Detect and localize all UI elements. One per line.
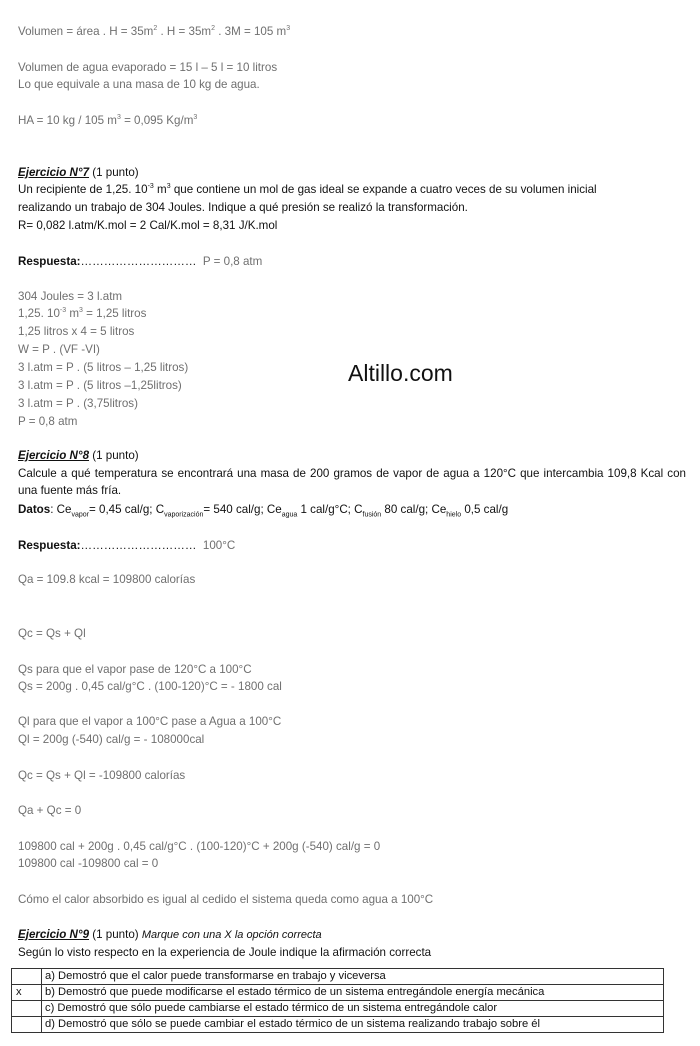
ex7-work-vol-a: 1,25. 10: [18, 307, 60, 320]
ex7-statement-1c: que contiene un mol de gas ideal se expande a cuatro veces de su volumen inicial: [170, 183, 597, 196]
ex8-answer-label: Respuesta:: [18, 539, 81, 552]
ex7-answer-label: Respuesta:: [18, 255, 81, 268]
ex7-statement-1: [18, 182, 597, 197]
ex7-work-line: 304 Joules = 3 l.atm: [18, 290, 123, 303]
ex8-answer-dots: …………………………: [80, 539, 197, 552]
option-mark-cell[interactable]: [12, 969, 42, 985]
ex8-data-text: = 0,45 cal/g; C: [89, 503, 165, 516]
ex8-data-text: = 540 cal/g; Ce: [203, 503, 282, 516]
ex8-data-text: 80 cal/g; Ce: [381, 503, 447, 516]
ex9-statement: Según lo visto respecto en la experiencia de Joule indique la afirmación correcta: [18, 946, 432, 959]
ex7-statement-2: realizando un trabajo de 304 Joules. Indique a qué presión se realizó la transformación.: [18, 201, 468, 214]
ex9-options-table: [11, 968, 664, 1033]
ex7-work-line: 1,25 litros x 4 = 5 litros: [18, 325, 135, 338]
ex8-data-label: Datos: [18, 503, 51, 516]
volume-line: [18, 24, 290, 39]
ex8-data-sub: fusión: [362, 511, 382, 519]
option-text: c) Demostró que sólo puede cambiarse el estado térmico de un sistema entregándole calor: [42, 1001, 664, 1017]
option-mark-cell[interactable]: [12, 1001, 42, 1017]
ex9-instruction: Marque con una X la opción correcta: [141, 929, 322, 941]
ex7-statement-sup-2: 3: [166, 183, 171, 191]
option-text: d) Demostró que sólo se puede cambiar el estado térmico de un sistema realizando trabajo sobre él: [42, 1017, 664, 1033]
ex8-heading: [18, 448, 139, 463]
volume-sup-1: 2: [153, 25, 158, 33]
ha-sup-2: 3: [193, 114, 198, 122]
ex7-points: (1 punto): [89, 166, 139, 179]
ex9-heading: [18, 927, 322, 943]
ha-text-b: = 0,095 Kg/m: [120, 114, 194, 127]
ex8-data-sub: hielo: [446, 511, 462, 519]
ex7-statement-sup: -3: [147, 183, 154, 191]
water-evaporated-line: Volumen de agua evaporado = 15 l – 5 l = 10 litros: [18, 61, 278, 74]
ex7-constants: R= 0,082 l.atm/K.mol = 2 Cal/K.mol = 8,31 J/K.mol: [18, 219, 278, 232]
equivalence-line: Lo que equivale a una masa de 10 kg de agua.: [18, 78, 260, 91]
volume-sup-3: 3: [286, 25, 291, 33]
ex7-work-line: 3 l.atm = P . (3,75litros): [18, 397, 138, 410]
ex8-data-sub: vapor: [71, 511, 89, 519]
ex8-conclusion: Cómo el calor absorbido es igual al cedido el sistema queda como agua a 100°C: [18, 893, 434, 906]
ex8-work-line: Ql para que el vapor a 100°C pase a Agua a 100°C: [18, 715, 282, 728]
ex8-answer: [18, 538, 235, 553]
ex7-work-vol-sup-2: 3: [79, 307, 83, 315]
ex7-work-line: 3 l.atm = P . (5 litros – 1,25 litros): [18, 361, 189, 374]
ex7-work-line: W = P . (VF -VI): [18, 343, 100, 356]
option-row[interactable]: [12, 985, 664, 1001]
ex8-statement: Calcule a qué temperatura se encontrará una masa de 200 gramos de vapor de agua a 120°C que intercambia 109,8 Kcal con una fuente más fría.: [18, 467, 686, 497]
ex8-data-sub: agua: [281, 511, 298, 519]
ex7-statement-1a: Un recipiente de 1,25. 10: [18, 183, 148, 196]
option-mark-cell[interactable]: [12, 1017, 42, 1033]
ex8-data-text: 0,5 cal/g: [461, 503, 509, 516]
ex7-work-vol-sup: -3: [59, 307, 67, 315]
ex7-work-vol-b: m: [66, 307, 80, 320]
ex7-answer-dots: …………………………: [80, 255, 197, 268]
ex8-points: (1 punto): [89, 449, 139, 462]
ex7-answer: [18, 254, 262, 269]
ex7-work-volume: [18, 306, 146, 321]
option-text: a) Demostró que el calor puede transformarse en trabajo y viceversa: [42, 969, 664, 985]
volume-text-a: Volumen = área . H = 35m: [18, 25, 154, 38]
ha-text-a: HA = 10 kg / 105 m: [18, 114, 117, 127]
ex7-heading: [18, 165, 139, 180]
ex8-data: [18, 502, 508, 517]
ex9-title: Ejercicio N°9: [18, 928, 90, 941]
ex7-work-line: 3 l.atm = P . (5 litros –1,25litros): [18, 379, 182, 392]
option-mark-cell[interactable]: x: [12, 985, 42, 1001]
option-row[interactable]: [12, 1001, 664, 1017]
ex8-work-line: Qa + Qc = 0: [18, 804, 82, 817]
ex8-work-line: Qs = 200g . 0,45 cal/g°C . (100-120)°C = - 1800 cal: [18, 680, 282, 693]
ex8-work-line: Qc = Qs + Ql: [18, 627, 86, 640]
ha-line: [18, 113, 197, 128]
ex8-title: Ejercicio N°8: [18, 449, 90, 462]
ex7-title: Ejercicio N°7: [18, 166, 90, 179]
ex8-work-line: Qa = 109.8 kcal = 109800 calorías: [18, 573, 196, 586]
watermark: Altillo.com: [348, 360, 453, 386]
option-row[interactable]: [12, 969, 664, 985]
volume-text-c: . 3M = 105 m: [214, 25, 287, 38]
ex7-work-line: P = 0,8 atm: [18, 415, 78, 428]
volume-text-b: . H = 35m: [157, 25, 212, 38]
ex7-statement-1b: m: [153, 183, 167, 196]
ex8-work-line: Qc = Qs + Ql = -109800 calorías: [18, 769, 186, 782]
ex8-work-line: 109800 cal + 200g . 0,45 cal/g°C . (100-120)°C + 200g (-540) cal/g = 0: [18, 840, 381, 853]
volume-sup-2: 2: [211, 25, 215, 33]
ha-sup-1: 3: [116, 114, 121, 122]
ex7-answer-value: P = 0,8 atm: [202, 255, 263, 268]
option-text: b) Demostró que puede modificarse el estado térmico de un sistema entregándole energía mecánica: [42, 985, 664, 1001]
ex9-points: (1 punto): [89, 928, 142, 941]
ex8-data-text: : Ce: [50, 503, 72, 516]
ex8-work-line: 109800 cal -109800 cal = 0: [18, 857, 159, 870]
ex8-answer-value: 100°C: [202, 539, 236, 552]
ex7-work-vol-c: = 1,25 litros: [82, 307, 147, 320]
ex8-data-text: 1 cal/g°C; C: [297, 503, 363, 516]
option-row[interactable]: [12, 1017, 664, 1033]
ex8-work-line: Qs para que el vapor pase de 120°C a 100°C: [18, 663, 252, 676]
ex8-data-sub: vaporización: [164, 511, 204, 519]
ex8-work-line: Ql = 200g (-540) cal/g = - 108000cal: [18, 733, 205, 746]
